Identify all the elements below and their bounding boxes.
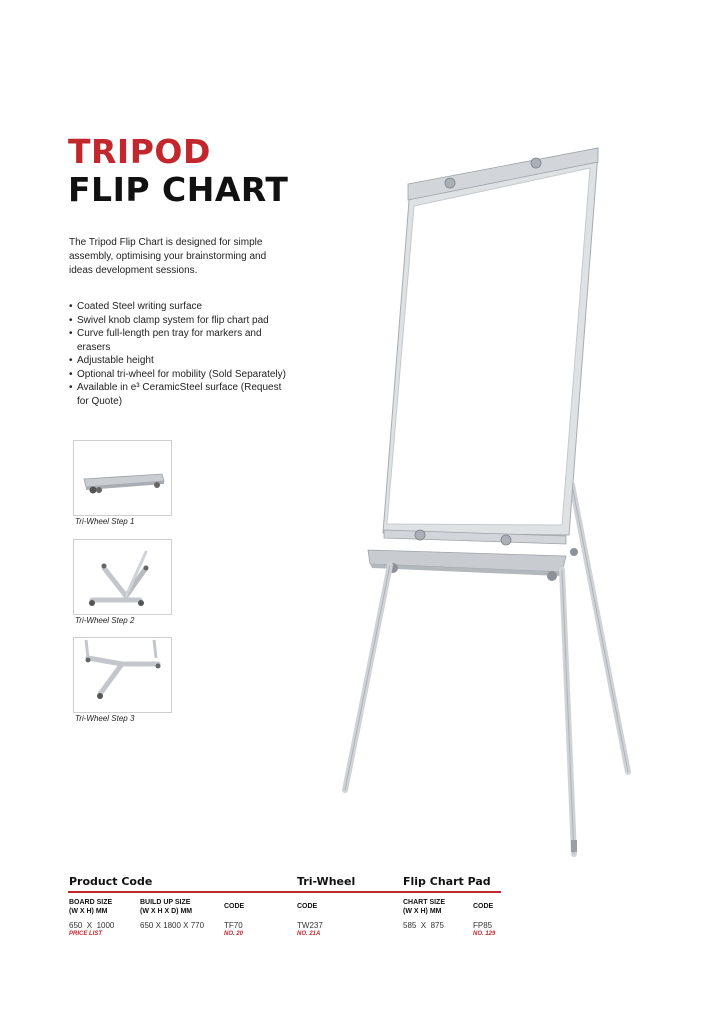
product-code-heading: Product Code: [69, 875, 153, 888]
build-up-size-value: 650 X 1800 X 770: [140, 921, 205, 930]
table-divider: [68, 891, 501, 893]
tri-wheel-step-1-image: [73, 440, 172, 516]
intro-paragraph: The Tripod Flip Chart is designed for simple assembly, optimising your brainstorming and ideas development sessions.: [69, 237, 267, 276]
flip-chart-easel-image: [330, 140, 650, 860]
step-caption: Tri-Wheel Step 1: [75, 517, 135, 526]
board-size-value: 650 X 1000: [69, 921, 115, 930]
build-up-size-header: BUILD UP SIZE (W X H X D) MM: [140, 899, 193, 915]
code-header: CODE: [297, 903, 318, 910]
code-header: CODE: [224, 903, 245, 910]
page-title: [68, 133, 288, 209]
feature-list: [69, 300, 294, 408]
chart-size-header: CHART SIZE (W X H) MM: [403, 899, 445, 915]
tri-wheel-step-2-image: [73, 539, 172, 615]
tri-wheel-step-3-image: [73, 637, 172, 713]
code-header: CODE: [473, 903, 494, 910]
page-ref-note: NO. 20: [224, 931, 244, 937]
step-caption: Tri-Wheel Step 2: [75, 616, 135, 625]
title-line-2: FLIP CHART: [68, 170, 289, 209]
page-ref-note: NO. 21A: [297, 931, 321, 937]
board-size-header: BOARD SIZE (W X H) MM: [69, 899, 113, 915]
feature-item: • Available in e³ CeramicSteel surface (Request for Quote): [69, 381, 294, 408]
tri-wheel-code-value: TW237: [297, 921, 323, 930]
feature-item: • Optional tri-wheel for mobility (Sold Separately): [69, 368, 294, 382]
feature-item: • Swivel knob clamp system for flip chart pad: [69, 314, 294, 328]
flip-chart-pad-heading: Flip Chart Pad: [403, 875, 491, 888]
price-list-note: PRICE LIST: [69, 931, 103, 937]
tri-wheel-heading: Tri-Wheel: [297, 875, 356, 888]
feature-item: • Adjustable height: [69, 354, 294, 368]
page-ref-note: NO. 129: [473, 931, 496, 937]
feature-item: • Coated Steel writing surface: [69, 300, 294, 314]
pad-code-value: FP85: [473, 921, 493, 930]
feature-item: • Curve full-length pen tray for markers and erasers: [69, 327, 294, 354]
step-caption: Tri-Wheel Step 3: [75, 714, 135, 723]
title-line-1: TRIPOD: [68, 132, 211, 171]
chart-size-value: 585 X 875: [403, 921, 444, 930]
tripod-code-value: TF70: [224, 921, 243, 930]
